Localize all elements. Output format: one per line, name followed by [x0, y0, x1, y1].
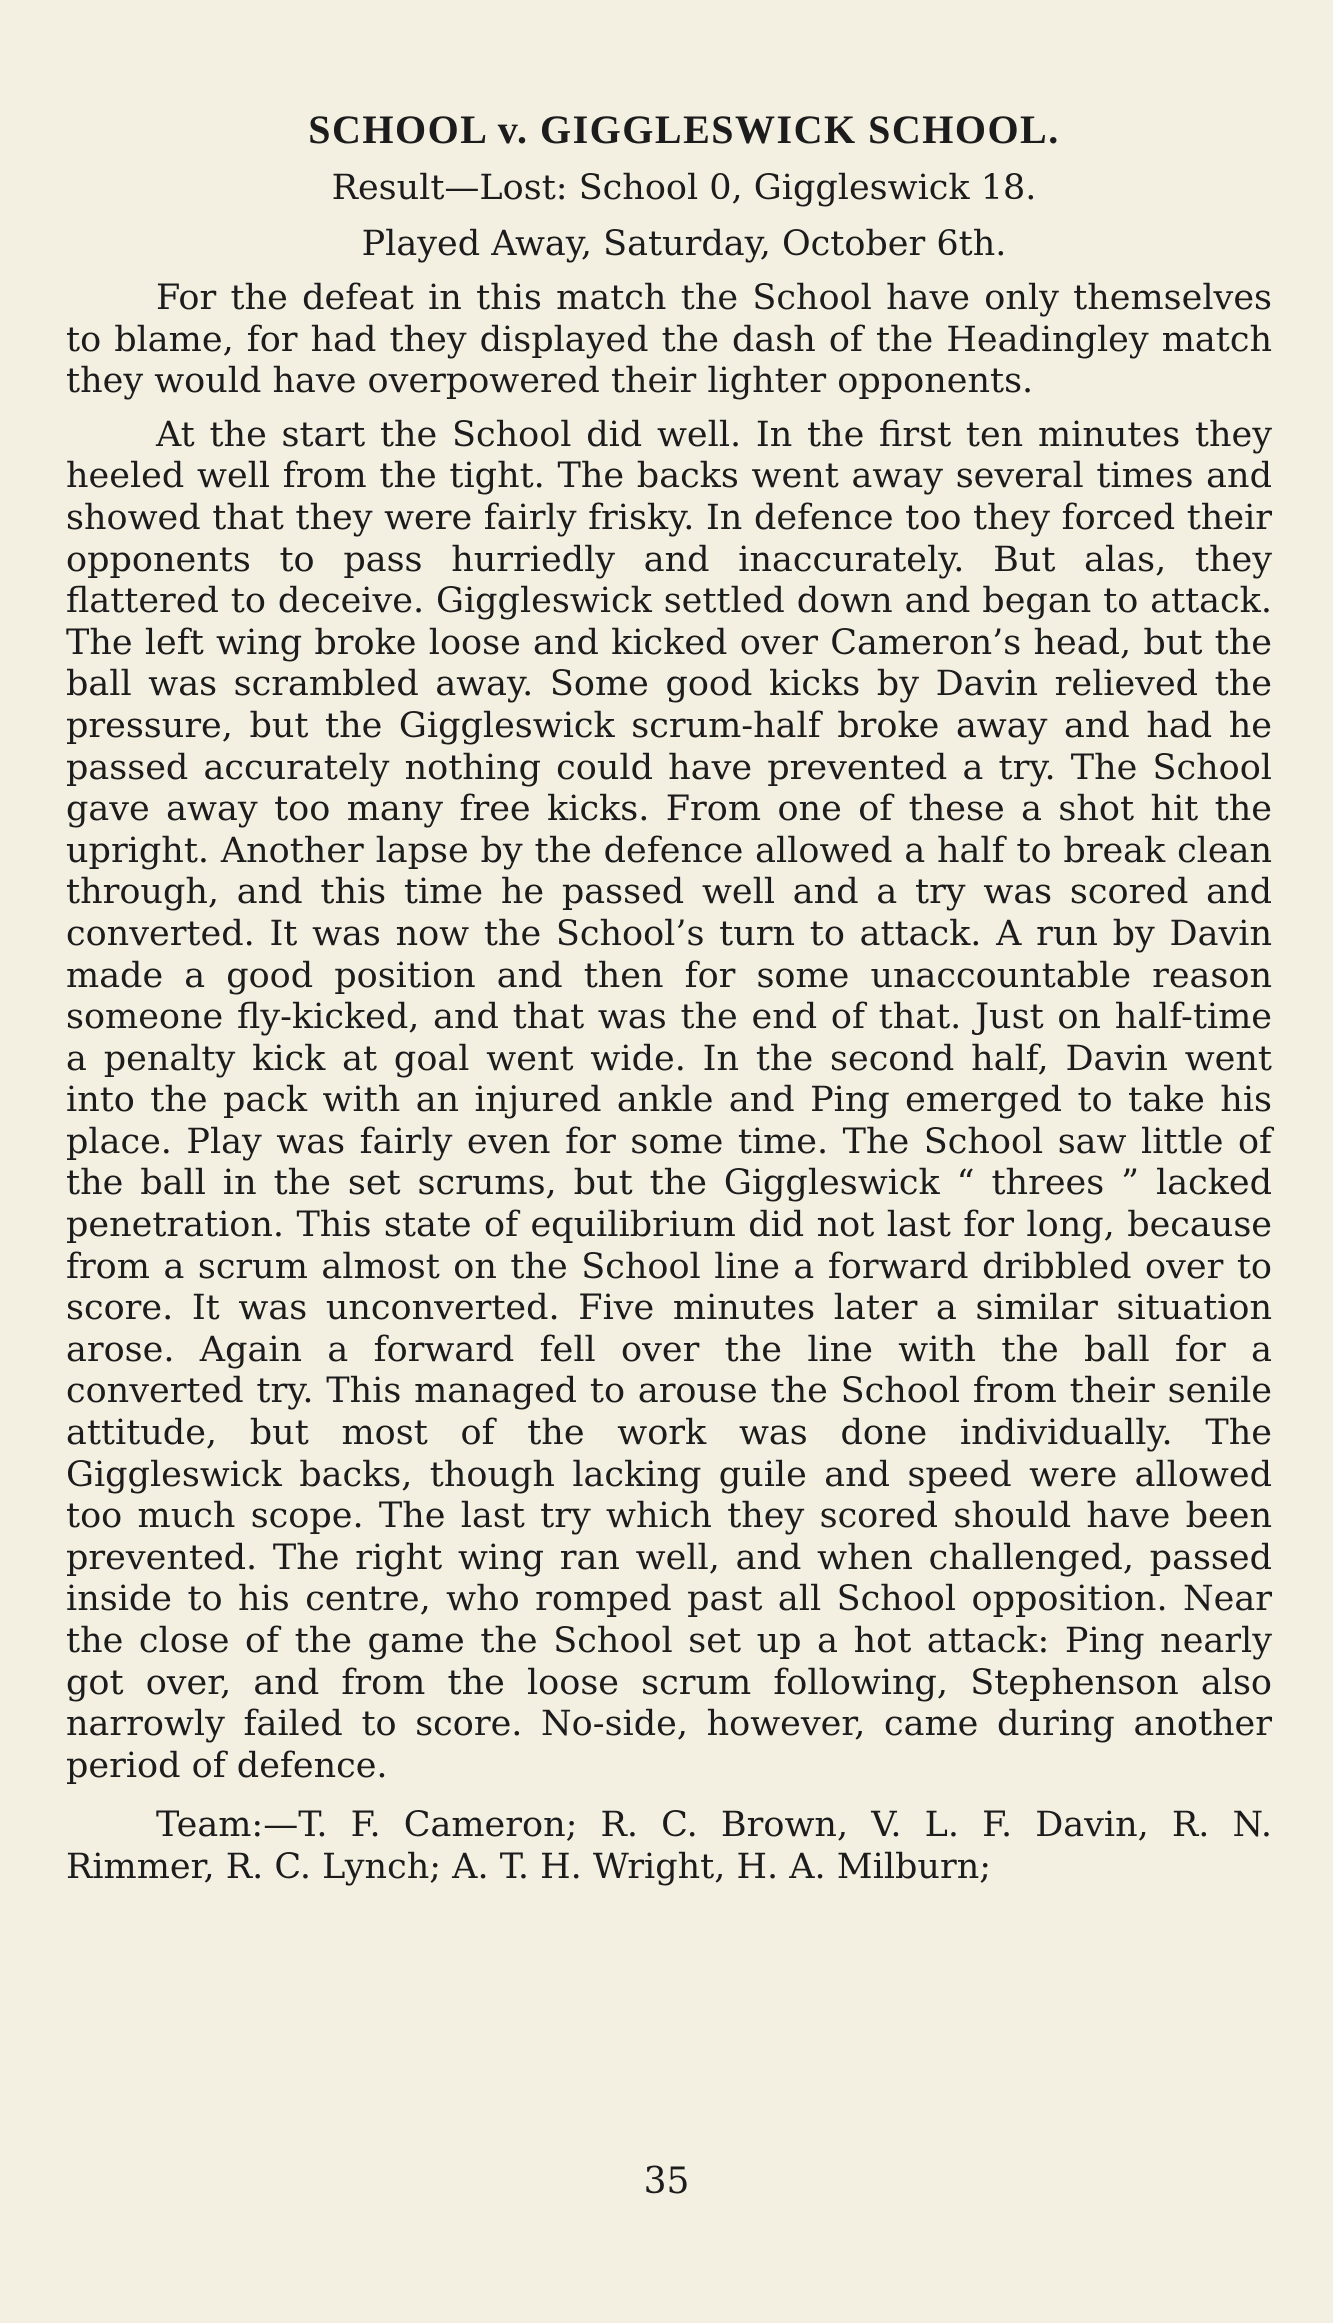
team-list: Team:—T. F. Cameron; R. C. Brown, V. L. F. Davin, R. N. Rimmer, R. C. Lynch; A. T. H. Wright, H. A. Milburn; [66, 1805, 1272, 1887]
match-venue-date: Played Away, Saturday, October 6th. [361, 224, 1007, 264]
report-paragraph-intro: For the defeat in this match the School have only themselves to blame, for had they displayed the dash of the Headingley match they would have overpowered their lighter opponents. [66, 278, 1272, 402]
match-title: SCHOOL v. GIGGLESWICK SCHOOL. [308, 107, 1060, 152]
match-result: Result—Lost: School 0, Giggleswick 18. [331, 168, 1037, 208]
report-paragraph-play: At the start the School did well. In the first ten minutes they heeled well from the tight. The backs went away several times and showed that they were fairly frisky. In defence too they forced their opponents to pass hurriedly and inaccurately. But alas, they flattered to deceive. Giggleswick settled down and began to attack. The left wing broke loose and kicked over Cameron’s head, but the ball was scrambled away. Some good kicks by Davin relieved the pressure, but the Giggleswick scrum-half broke away and had he passed accurately nothing could have prevented a try. The School gave away too many free kicks. From one of these a shot hit the upright. Another lapse by the defence allowed a half to break clean through, and this time he passed well and a try was scored and converted. It was now the School’s turn to attack. A run by Davin made a good position and then for some unaccountable reason someone fly-kicked, and that was the end of that. Just on half-time a penalty kick at goal went wide. In the second half, Davin went into the pack with an injured ankle and Ping emerged to take his place. Play was fairly even for some time. The School saw little of the ball in the set scrums, but the Giggleswick “ threes ” lacked penetration. This state of equilibrium did not last for long, because from a scrum almost on the School line a forward dribbled over to score. It was unconverted. Five minutes later a similar situation arose. Again a forward fell over the line with the ball for a converted try. This managed to arouse the School from their senile attitude, but most of the work was done individually. The Giggleswick backs, though lacking guile and speed were allowed too much scope. The last try which they scored should have been prevented. The right wing ran well, and when challenged, passed inside to his centre, who romped past all School opposition. Near the close of the game the School set up a hot attack: Ping nearly got over, and from the loose scrum following, Stephenson also narrowly failed to score. No-side, however, came during another period of defence. [66, 414, 1272, 1786]
book-page [66, 100, 1272, 1889]
page-number: 35 [643, 2161, 690, 2202]
